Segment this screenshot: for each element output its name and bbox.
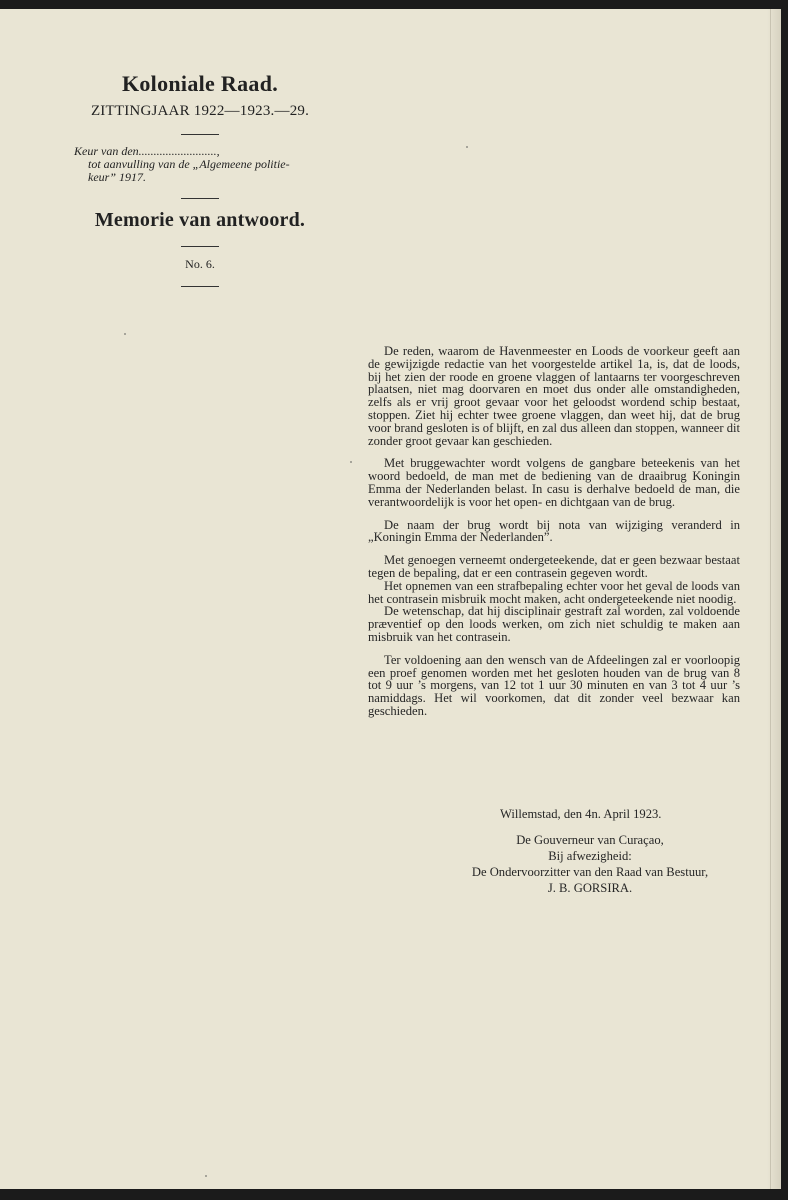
paragraph-3: De naam der brug wordt bij nota van wijziging veranderd in „Koningin Emma der Nederlanden”. — [368, 517, 740, 545]
paragraph-4: Met genoegen verneemt ondergeteekende, dat er geen bezwaar bestaat tegen de bepaling, dat er een contrasein gegeven wordt. — [368, 553, 740, 580]
paragraph-6: De wetenschap, dat hij disciplinair gestraft zal worden, zal voldoende præventief op den loods werken, om zich niet schuldig te maken aan misbruik van het contrasein. — [368, 604, 740, 644]
paper-speck — [124, 333, 126, 335]
paper-speck — [350, 461, 352, 463]
signature-name: J. B. GORSIRA. — [547, 881, 633, 895]
regulation-line-2: tot aanvulling van de „Algemeene politie- — [88, 157, 290, 171]
divider — [181, 134, 219, 135]
signature-block — [440, 806, 740, 896]
council-title: Koloniale Raad. — [121, 71, 279, 96]
divider — [181, 286, 219, 287]
paper-speck — [205, 1175, 207, 1177]
session-year: ZITTINGJAAR 1922—1923.—29. — [90, 103, 310, 119]
signature-governor: De Gouverneur van Curaçao, — [516, 833, 664, 847]
paper-speck — [466, 146, 468, 148]
page-edge-shadow — [767, 9, 781, 1189]
document-number: No. 6. — [185, 257, 215, 271]
paragraph-5: Het opnemen van een strafbepaling echter voor het geval de loods van het contrasein misbruik mocht maken, acht ondergeteekende niet noodig. — [368, 578, 740, 606]
divider — [181, 246, 219, 247]
regulation-line-1: Keur van den.........................., — [74, 144, 220, 158]
paragraph-7: Ter voldoening aan den wensch van de Afdeelingen zal er voorloopig een proef genomen worden met het gesloten houden van de brug van 8 tot 9 uur ’s morgens, van 12 tot 1 uur 30 minuten en van 3 tot 4 uur ’s namiddags. Het wil voorkomen, dat dit zonder veel bezwaar kan geschieden. — [368, 652, 740, 718]
regulation-line-3: keur” 1917. — [88, 170, 146, 184]
regulation-reference — [60, 145, 340, 184]
memo-body — [368, 345, 740, 718]
paragraph-1: De reden, waarom de Havenmeester en Loods de voorkeur geeft aan de gewijzigde redactie van het voorgestelde artikel 1a, is, dat de loods, bij het zien der roode en groene vlaggen of lantaarns ter voorgeschreven plaatsen, niet mag doorvaren en moet dus onder alle omstandigheden, zelfs als er vrij groot gevaar voor het geloodst wordend schip bestaat, stoppen. Ziet hij echter twee groene vlaggen, dan weet hij, dat de brug voor brand gesloten is of blijft, en zal dus alleen dan stoppen, wanneer dit zonder groot gevaar kan geschieden. — [368, 344, 740, 448]
signature-absence: Bij afwezigheid: — [548, 849, 632, 863]
signature-deputy: De Ondervoorzitter van den Raad van Bestuur, — [471, 865, 709, 879]
document-page — [0, 9, 781, 1189]
signature-date: Willemstad, den 4n. April 1923. — [500, 807, 662, 821]
paragraph-2: Met bruggewachter wordt volgens de gangbare beteekenis van het woord bedoeld, de man met de bediening van de draaibrug Koningin Emma der Nederlanden belast. In casu is derhalve bedoeld de man, die verantwoordelijk is voor het open- en dichtgaan van de brug. — [368, 456, 740, 509]
divider — [181, 198, 219, 199]
memo-title: Memorie van antwoord. — [94, 209, 306, 231]
document-header — [60, 71, 340, 297]
